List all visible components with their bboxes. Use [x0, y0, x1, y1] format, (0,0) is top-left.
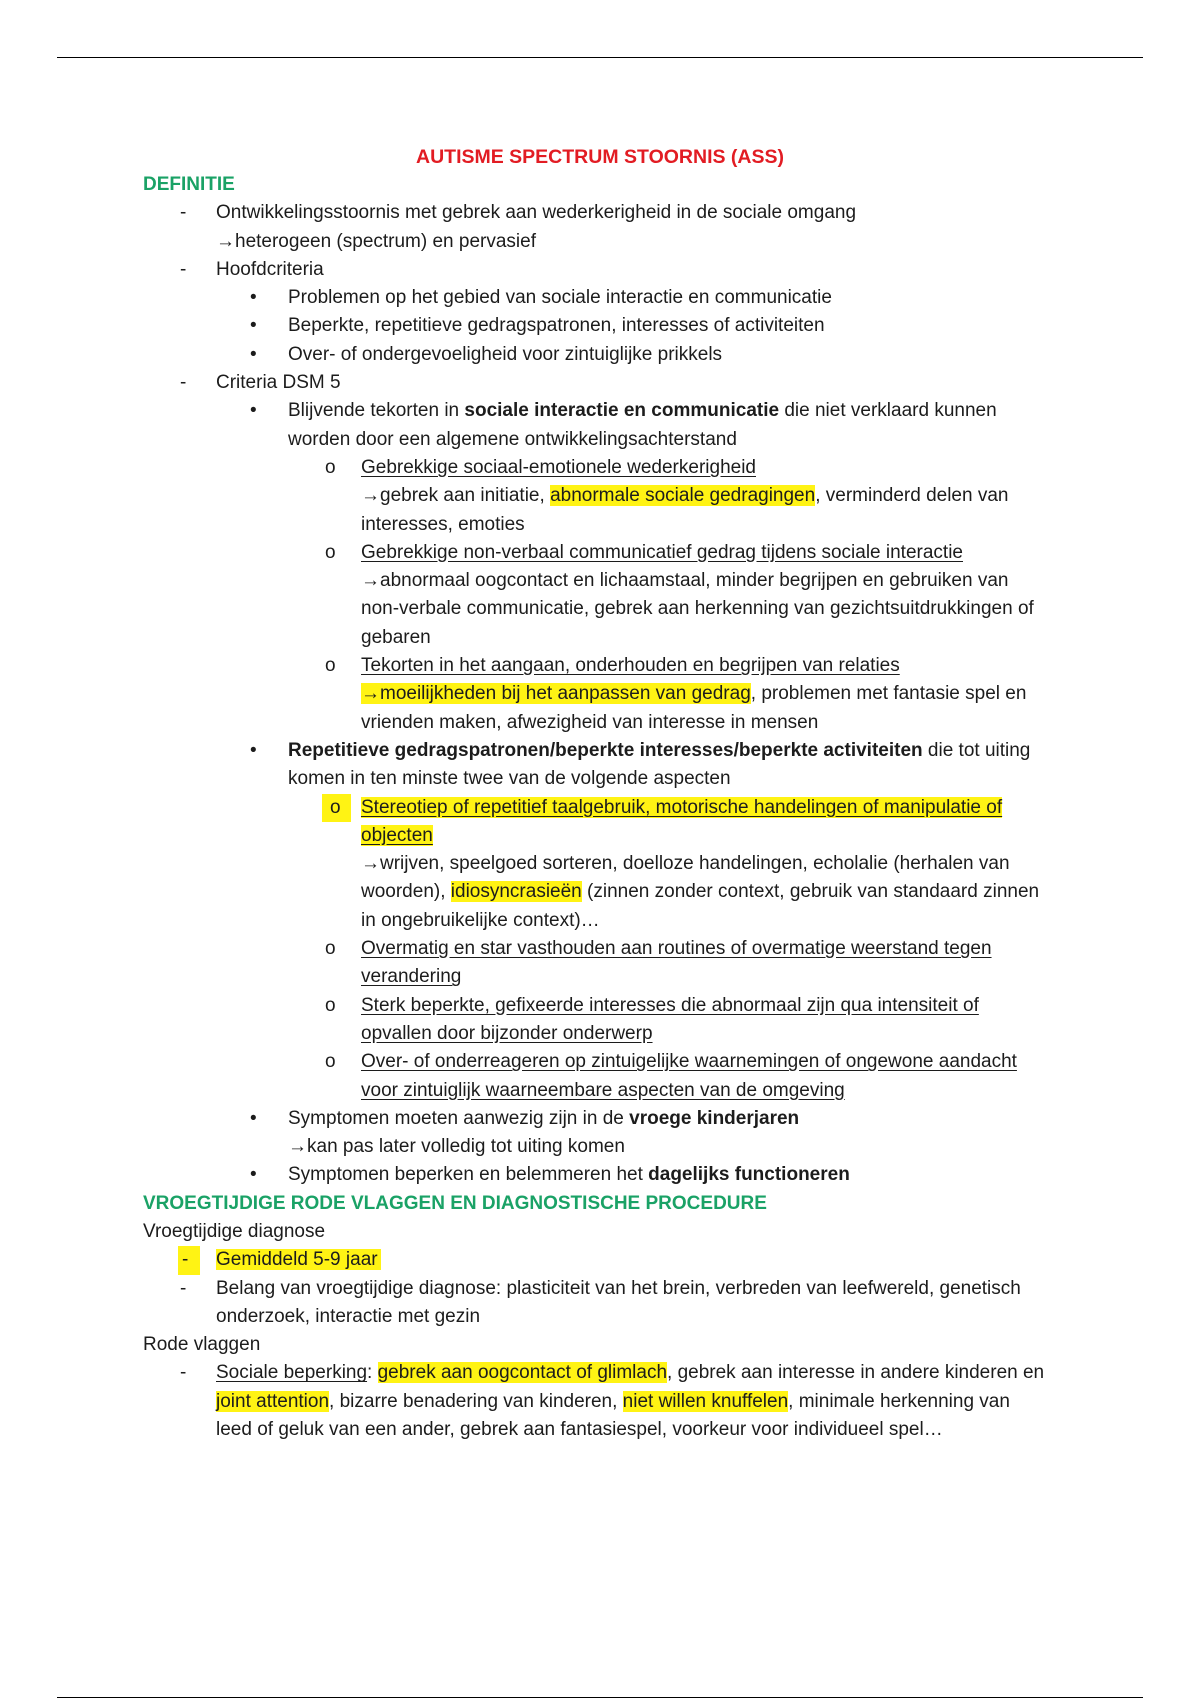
list-item: • Beperkte, repetitieve gedragspatronen, interesses of activiteiten [0, 312, 1200, 340]
list-item: • Blijvende tekorten in sociale interactie en communicatie die niet verklaard kunnen worden door een algemene ontwikkelingsachterstand [0, 397, 1200, 454]
highlight: →moeilijkheden bij het aanpassen van gedrag [361, 683, 751, 705]
list-item: o Stereotiep of repetitief taalgebruik, motorische handelingen of manipulatie of objecten →wrijven, speelgoed sorteren, doelloze handelingen, echolalie (herhalen van woorden), idiosyncrasieën (zinnen zonder context, gebruik van standaard zinnen in ongebruikelijke context)… [0, 794, 1200, 935]
circle-marker: o [325, 994, 336, 1016]
list-item: • Over- of ondergevoeligheid voor zintuiglijke prikkels [0, 341, 1200, 369]
dash-marker: - [180, 1362, 187, 1384]
circle-marker: o [322, 794, 351, 822]
section-heading-definitie: DEFINITIE [143, 174, 235, 195]
highlight: Gemiddeld 5-9 jaar [216, 1249, 381, 1270]
highlight: gebrek aan oogcontact of glimlach [377, 1362, 668, 1384]
highlight: joint attention [216, 1390, 330, 1412]
circle-marker: o [325, 1051, 336, 1073]
list-item: o Overmatig en star vasthouden aan routines of overmatige weerstand tegen verandering [0, 935, 1200, 992]
bullet-marker: • [250, 739, 257, 761]
bullet-marker: • [250, 315, 257, 337]
section-heading-vroegtijdig: VROEGTIJDIGE RODE VLAGGEN EN DIAGNOSTISCHE PROCEDURE [143, 1192, 767, 1214]
subheading: Rode vlaggen [143, 1334, 261, 1356]
list-item: o Gebrekkige sociaal-emotionele wederkerigheid →gebrek aan initiatie, abnormale sociale gedragingen, verminderd delen van interesses, emoties [0, 454, 1200, 539]
dash-marker: - [178, 1246, 200, 1274]
list-item: • Symptomen moeten aanwezig zijn in de vroege kinderjaren →kan pas later volledig tot uiting komen [0, 1105, 1200, 1162]
dash-marker: - [180, 372, 187, 394]
header-rule [57, 57, 1143, 58]
list-item: • Symptomen beperken en belemmeren het dagelijks functioneren [0, 1161, 1200, 1189]
circle-marker: o [325, 541, 336, 563]
list-item: o Gebrekkige non-verbaal communicatief gedrag tijdens sociale interactie →abnormaal oogcontact en lichaamstaal, minder begrijpen en gebruiken van non-verbale communicatie, gebrek aan herkenning van gezichtsuitdrukkingen of gebaren [0, 539, 1200, 652]
list-item: o Tekorten in het aangaan, onderhouden en begrijpen van relaties →moeilijkheden bij het aanpassen van gedrag, problemen met fantasie spel en vrienden maken, afwezigheid van interesse in mensen [0, 652, 1200, 737]
list-item: • Repetitieve gedragspatronen/beperkte interesses/beperkte activiteiten die tot uiting komen in ten minste twee van de volgende aspecten [0, 737, 1200, 794]
bullet-marker: • [250, 1107, 257, 1129]
list-item: - Ontwikkelingsstoornis met gebrek aan wederkerigheid in de sociale omgang →heterogeen (spectrum) en pervasief [0, 199, 1200, 256]
bullet-marker: • [250, 287, 257, 309]
bullet-marker: • [250, 400, 257, 422]
bullet-marker: • [250, 1164, 257, 1186]
highlight: abnormale sociale gedragingen [550, 485, 816, 507]
footer-rule [57, 1697, 1143, 1698]
page-title: AUTISME SPECTRUM STOORNIS (ASS) [416, 146, 784, 168]
list-item: - Sociale beperking: gebrek aan oogcontact of glimlach, gebrek aan interesse in andere kinderen en joint attention, bizarre benadering van kinderen, niet willen knuffelen, minimale herkenning van leed of geluk van een ander, gebrek aan fantasiespel, voorkeur voor individueel spel… [0, 1359, 1200, 1444]
circle-marker: o [325, 938, 336, 960]
list-item: - Criteria DSM 5 [0, 369, 1200, 397]
dash-marker: - [180, 202, 187, 224]
list-item [0, 1246, 1200, 1274]
bullet-marker: • [250, 343, 257, 365]
list-item: • Problemen op het gebied van sociale interactie en communicatie [0, 284, 1200, 312]
highlight: idiosyncrasieën [450, 881, 582, 903]
circle-marker: o [325, 655, 336, 677]
subheading: Vroegtijdige diagnose [143, 1220, 326, 1242]
list-item: o Sterk beperkte, gefixeerde interesses die abnormaal zijn qua intensiteit of opvallen door bijzonder onderwerp [0, 992, 1200, 1049]
list-item: o Over- of onderreageren op zintuigelijke waarnemingen of ongewone aandacht voor zintuiglijk waarneembare aspecten van de omgeving [0, 1048, 1200, 1105]
list-item: - Belang van vroegtijdige diagnose: plasticiteit van het brein, verbreden van leefwereld, genetisch onderzoek, interactie met gezin [0, 1275, 1200, 1332]
highlight: Stereotiep of repetitief taalgebruik, motorische handelingen of manipulatie of objecten [361, 796, 1003, 846]
list-item: - Hoofdcriteria [0, 256, 1200, 284]
document-body [0, 143, 1200, 1444]
dash-marker: - [180, 258, 187, 280]
circle-marker: o [325, 456, 336, 478]
highlight: niet willen knuffelen [622, 1390, 789, 1412]
dash-marker: - [180, 1277, 187, 1299]
